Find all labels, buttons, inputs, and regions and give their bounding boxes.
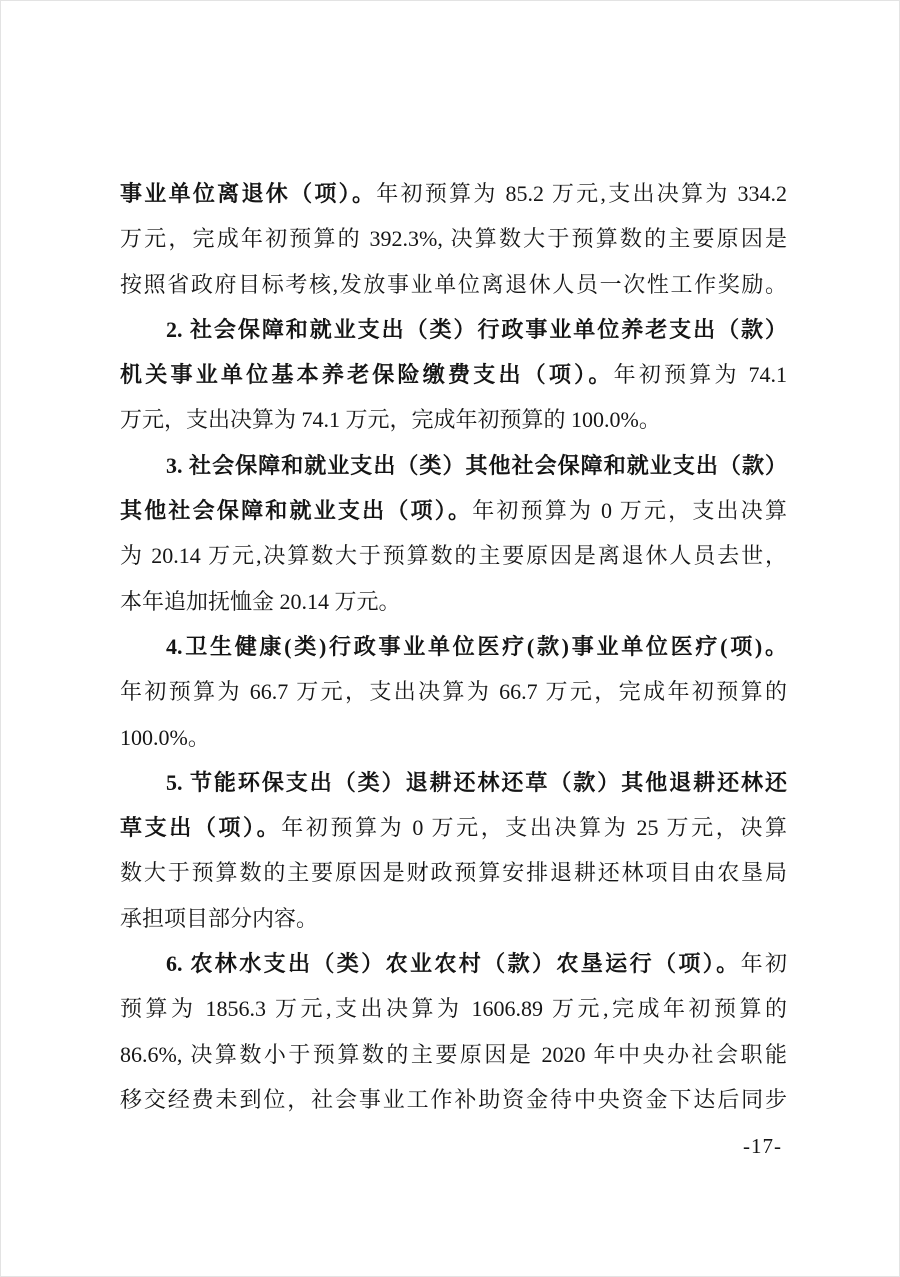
body-segment: 年初预算为 85.2 万元,支出决算为 334.2 <box>376 181 787 206</box>
heading-segment: 3. 社会保障和就业支出（类）其他社会保障和就业支出（款） <box>166 452 787 478</box>
body-segment: 移交经费未到位，社会事业工作补助资金待中央资金下达后同步 <box>120 1086 787 1112</box>
text-line <box>120 805 787 850</box>
body-segment: 年初预算为 0 万元，支出决算为 25 万元，决算 <box>281 815 787 841</box>
text-line <box>120 669 787 714</box>
document-text <box>120 171 787 1122</box>
page-number: -17- <box>743 1134 782 1158</box>
text-line <box>120 171 787 216</box>
text-line <box>120 760 787 805</box>
body-segment: 为 20.14 万元,决算数大于预算数的主要原因是离退休人员去世， <box>120 543 787 569</box>
text-line <box>120 715 787 760</box>
body-segment: 年初预算为 0 万元，支出决算 <box>472 498 787 524</box>
body-segment: 100.0%。 <box>120 724 210 750</box>
body-segment: 年初预算为 66.7 万元，支出决算为 66.7 万元，完成年初预算的 <box>120 679 787 705</box>
heading-segment: 机关事业单位基本养老保险缴费支出（项）。 <box>120 362 614 388</box>
body-segment: 预算为 1856.3 万元,支出决算为 1606.89 万元,完成年初预算的 <box>120 996 787 1022</box>
body-segment: 年初预算为 74.1 <box>613 362 787 388</box>
text-line <box>120 533 787 578</box>
heading-segment: 草支出（项）。 <box>120 815 282 841</box>
text-line <box>120 850 787 895</box>
text-line <box>120 307 787 352</box>
body-segment: 本年追加抚恤金 20.14 万元。 <box>120 588 401 614</box>
text-line <box>120 624 787 669</box>
body-segment: 承担项目部分内容。 <box>120 905 319 931</box>
body-segment: 数大于预算数的主要原因是财政预算安排退耕还林项目由农垦局 <box>120 860 787 886</box>
text-line <box>120 488 787 533</box>
heading-segment: 6. 农林水支出（类）农业农村（款）农垦运行（项）。 <box>166 951 741 977</box>
heading-segment: 其他社会保障和就业支出（项）。 <box>120 498 473 524</box>
text-line <box>120 896 787 941</box>
text-line <box>120 443 787 488</box>
heading-segment: 2. 社会保障和就业支出（类）行政事业单位养老支出（款） <box>166 316 787 342</box>
heading-segment: 5. 节能环保支出（类）退耕还林还草（款）其他退耕还林还 <box>166 769 787 795</box>
text-line <box>120 579 787 624</box>
text-line <box>120 216 787 261</box>
text-line <box>120 941 787 986</box>
text-line <box>120 397 787 442</box>
heading-segment: 事业单位离退休（项）。 <box>120 181 377 206</box>
text-line <box>120 352 787 397</box>
text-line <box>120 1077 787 1122</box>
text-line <box>120 262 787 307</box>
text-line <box>120 1032 787 1077</box>
body-segment: 年初 <box>740 951 787 977</box>
text-line <box>120 986 787 1031</box>
body-segment: 万元，完成年初预算的 392.3%, 决算数大于预算数的主要原因是 <box>120 226 787 252</box>
heading-segment: 4.卫生健康(类)行政事业单位医疗(款)事业单位医疗(项)。 <box>166 633 787 659</box>
body-segment: 86.6%, 决算数小于预算数的主要原因是 2020 年中央办社会职能 <box>120 1041 787 1067</box>
body-segment: 按照省政府目标考核,发放事业单位离退休人员一次性工作奖励。 <box>120 271 787 297</box>
body-segment: 万元，支出决算为 74.1 万元，完成年初预算的 100.0%。 <box>120 407 661 433</box>
